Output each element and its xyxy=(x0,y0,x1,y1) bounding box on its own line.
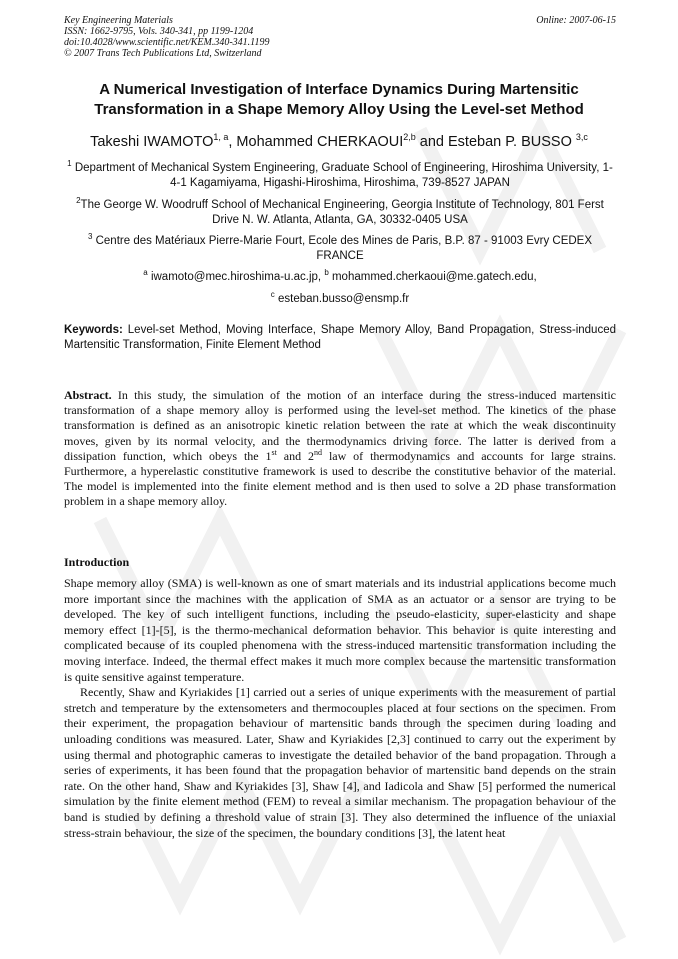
email-line-1 xyxy=(64,265,616,285)
author-list xyxy=(40,128,638,151)
affiliation-1-text: Department of Mechanical System Engineering, Graduate School of Engineering, Hiroshima University, 1-4-1 Kagamiyama, Higashi-Hiroshima, Hiroshima, 739-8527 JAPAN xyxy=(71,161,613,189)
affiliation-2-text: The George W. Woodruff School of Mechanical Engineering, Georgia Institute of Technology, 801 Ferst Drive N. W. Atlanta, Atlanta, GA, 30332-0405 USA xyxy=(80,198,604,226)
abstract-text-3: law of thermodynamics and accounts for large strains. Furthermore, a hyperelastic constitutive framework is used to describe the constitutive behavior of the material. The model is implemented into the finite element method and is then used to solve a 2D phase transformation problem in a shape memory alloy. xyxy=(64,448,617,509)
email-b-sup: b xyxy=(324,268,329,277)
email-a[interactable]: iwamoto@mec.hiroshima-u.ac.jp, xyxy=(147,270,325,283)
introduction-paragraph-2: Recently, Shaw and Kyriakides [1] carried out a series of unique experiments with the measurement of partial stretch and temperature by the extensometers and thermocouples placed at four sections on the specimen. From their experiment, the propagation behaviour of martensitic bands through the specimen during loading and unloading conditions was measured. Later, Shaw and Kyriakides [2,3] continued to carry out the experiment by using thermal and photographic cameras to investigate the detailed behavior of the band propagation. Through a series of experiments, it has been found that the propagation behavior of martensitic band depends on the strain rate. On the other hand, Shaw and Kyriakides [3], Shaw [4], and Iadicola and Shaw [5] performed the numerical simulation by the finite element method (FEM) to reveal a similar mechanism. The propagation behaviour of the band is studied by defining a threshold value of strain [3]. They also determined the influence of the uniaxial stress-strain behaviour, the size of the specimen, the boundary conditions [3], the latent heat xyxy=(64,685,616,840)
paper-title xyxy=(40,80,638,120)
email-line-2 xyxy=(64,287,616,307)
author-3-name: and Esteban P. BUSSO xyxy=(415,133,576,150)
doi-line: doi:10.4028/www.scientific.net/KEM.340-341.1199 xyxy=(64,37,270,48)
title-line-1: A Numerical Investigation of Interface Dynamics During Martensitic xyxy=(99,81,579,98)
journal-name: Key Engineering Materials xyxy=(64,15,173,26)
copyright-line: © 2007 Trans Tech Publications Ltd, Switzerland xyxy=(64,48,262,59)
introduction-paragraph-1: Shape memory alloy (SMA) is well-known as one of smart materials and its industrial applications become much more important since the machines with the application of SMA as an actuator or a sensor are trying to be developed. The key of such intelligent functions, including the pseudo-elasticity, super-elasticity and shape memory effect [1]-[5], is the thermo-mechanical deformation behavior. This behavior is quite interesting and complicated because of its coupled phenomena with the stress-induced martensitic transformation including the moving interface. Indeed, the thermal effect makes it much more complex because the martensitic transformation is quite sensitive against temperature. xyxy=(64,576,616,684)
email-c-sup: c xyxy=(270,290,275,299)
journal-header xyxy=(64,15,616,59)
email-c[interactable]: esteban.busso@ensmp.fr xyxy=(274,292,410,305)
keywords-label: Keywords: xyxy=(64,324,123,336)
affiliation-1 xyxy=(64,156,616,191)
abstract-text-2: and 2 xyxy=(276,448,315,463)
email-b[interactable]: mohammed.cherkaoui@me.gatech.edu, xyxy=(328,270,537,283)
issn-line: ISSN: 1662-9795, Vols. 340-341, pp 1199-1204 xyxy=(64,26,254,37)
abstract-text-1: In this study, the simulation of the motion of an interface during the stress-induced martensitic transformation of a shape memory alloy is performed using the level-set method. The kinetics of the phase transformation is defined as an anisotropic kinetic relation between the rate at which the weak discontinuity moves, given by its normal velocity, and the thermodynamics driving force. The latter is derived from a dissipation function, which obeys the 1 xyxy=(64,388,616,463)
introduction-body xyxy=(64,576,616,841)
abstract-section xyxy=(64,388,616,510)
author-1-sup: 1, a xyxy=(213,132,229,142)
affiliation-3 xyxy=(64,229,616,264)
email-a-sup: a xyxy=(143,268,148,277)
keywords-section xyxy=(64,323,616,353)
abstract-sup-2: nd xyxy=(314,447,323,457)
affiliation-3-text: Centre des Matériaux Pierre-Marie Fourt, Ecole des Mines de Paris, B.P. 87 - 91003 Evry CEDEX FRANCE xyxy=(92,234,593,262)
author-1-name: Takeshi IWAMOTO xyxy=(90,133,214,150)
affiliation-2-sup: 2 xyxy=(76,196,81,205)
affiliation-2 xyxy=(64,193,616,228)
title-line-2: Transformation in a Shape Memory Alloy Using the Level-set Method xyxy=(94,101,584,118)
abstract-label: Abstract. xyxy=(64,388,112,402)
author-2-name: , Mohammed CHERKAOUI xyxy=(228,133,404,150)
introduction-heading: Introduction xyxy=(64,555,130,569)
affiliation-1-sup: 1 xyxy=(67,159,72,168)
online-date: Online: 2007-06-15 xyxy=(536,15,616,26)
author-2-sup: 2,b xyxy=(403,132,416,142)
abstract-sup-1: st xyxy=(271,447,277,457)
affiliation-3-sup: 3 xyxy=(87,232,93,241)
keywords-text: Level-set Method, Moving Interface, Shape Memory Alloy, Band Propagation, Stress-induced Martensitic Transformation, Finite Element Method xyxy=(64,324,616,351)
author-3-sup: 3,c xyxy=(575,132,588,142)
